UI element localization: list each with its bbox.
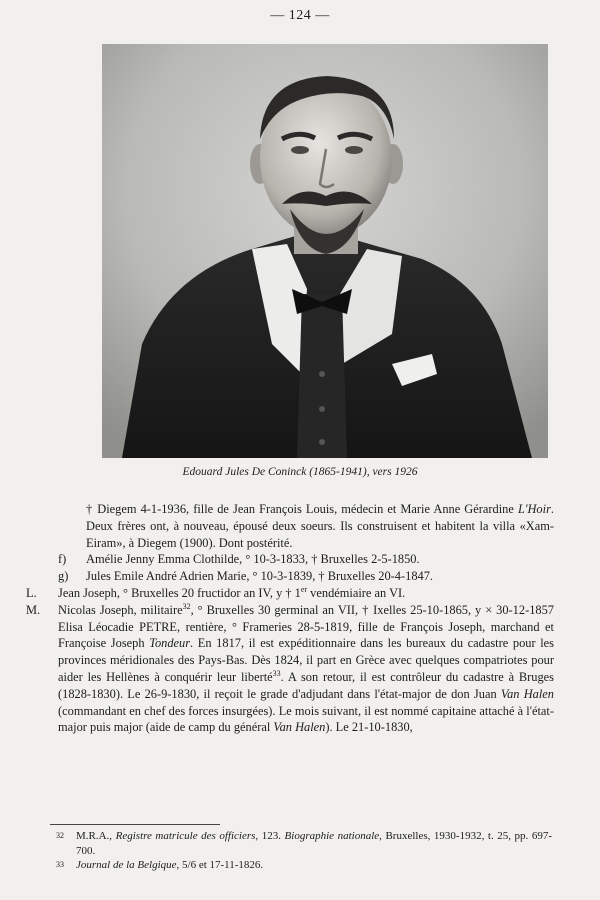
portrait-photo: [102, 44, 548, 458]
entry-f: [26, 551, 554, 568]
text-run: L'Hoir: [517, 502, 551, 516]
paragraph-continuation: [26, 501, 554, 551]
text-run: Van Halen: [500, 686, 554, 701]
text-run: vendémiaire an VI.: [307, 585, 406, 600]
text-run: Nicolas Joseph, militaire: [58, 602, 183, 617]
text-run: Registre matricule des officiers: [115, 830, 256, 842]
footnote-number: 32: [56, 831, 64, 840]
footnote-divider: [50, 824, 220, 825]
footnote-33: [50, 858, 552, 873]
text-run: , Bruxelles, 1930-1932, t. 25, pp. 697-700.: [76, 830, 553, 857]
body-text: [26, 501, 554, 736]
text-run: ). Le 21-10-1830,: [325, 720, 413, 735]
text-run: Journal de la Belgique: [76, 859, 177, 871]
entry-label: g): [58, 569, 69, 584]
photo-caption: Edouard Jules De Coninck (1865-1941), vers 1926: [182, 466, 418, 478]
footnotes: [50, 829, 552, 873]
text-run: , ° Bruxelles 30 germinal an VII, † Ixelles 25-10-1865, y × 30-12-1857 Elisa Léocadie PETRE, rentière, ° Frameries 28-5-1819, fille de François Joseph, marchand et Françoise Joseph: [58, 602, 554, 651]
entry-letter: M.: [26, 602, 41, 617]
entry-g: [26, 568, 554, 585]
footnote-ref: 33: [272, 668, 281, 678]
text-run: . A son retour, il est contrôleur du cadastre à Bruges (1828-1830). Le 26-9-1830, il reçoit le grade d'adjudant dans l'état-major de don Juan: [58, 669, 554, 701]
text-run: Biographie nationale: [284, 830, 380, 842]
text-run: (commandant en chef des forces insurgées). Le mois suivant, il est nommé capitaine attaché à l'état-major puis major (aide de camp du général: [58, 703, 554, 735]
text-run: . Deux frères ont, à nouveau, épousé deux soeurs. Ils construisent et habitent la villa «Xam-Eiram», à Diegem (1900). Dont postérité.: [86, 502, 554, 550]
text-run: Amélie Jenny Emma Clothilde, ° 10-3-1833, † Bruxelles 2-5-1850.: [86, 552, 420, 567]
text-run: . En 1817, il est expéditionnaire dans les bureaux du cadastre pour les provinces méridionales des Pays-Bas. Dès 1824, il part en Grèce avec quelques compatriotes pour aider les Hellènes à conquérir leur liberté: [58, 636, 554, 684]
entry-L: [26, 585, 554, 602]
footnote-32: [50, 829, 552, 858]
footnote-number: 33: [56, 860, 64, 869]
entry-letter: L.: [26, 585, 37, 600]
text-run: † Diegem 4-1-1936, fille de Jean François Louis, médecin et Marie Anne Gérardine: [86, 502, 518, 516]
entry-M: [26, 602, 554, 736]
text-run: Van Halen: [273, 720, 326, 735]
text-run: , 123.: [255, 830, 285, 842]
text-run: , 5/6 et 17-11-1826.: [176, 859, 264, 871]
superscript: er: [300, 584, 308, 594]
text-run: M.R.A.,: [76, 830, 116, 842]
entry-label: f): [58, 552, 67, 567]
page-number: — 124 —: [270, 8, 330, 23]
text-run: Jean Joseph, ° Bruxelles 20 fructidor an IV, y † 1: [58, 585, 301, 600]
text-run: Tondeur: [149, 636, 191, 651]
text-run: Jules Emile André Adrien Marie, ° 10-3-1839, † Bruxelles 20-4-1847.: [86, 569, 434, 584]
footnote-ref: 32: [182, 601, 191, 611]
